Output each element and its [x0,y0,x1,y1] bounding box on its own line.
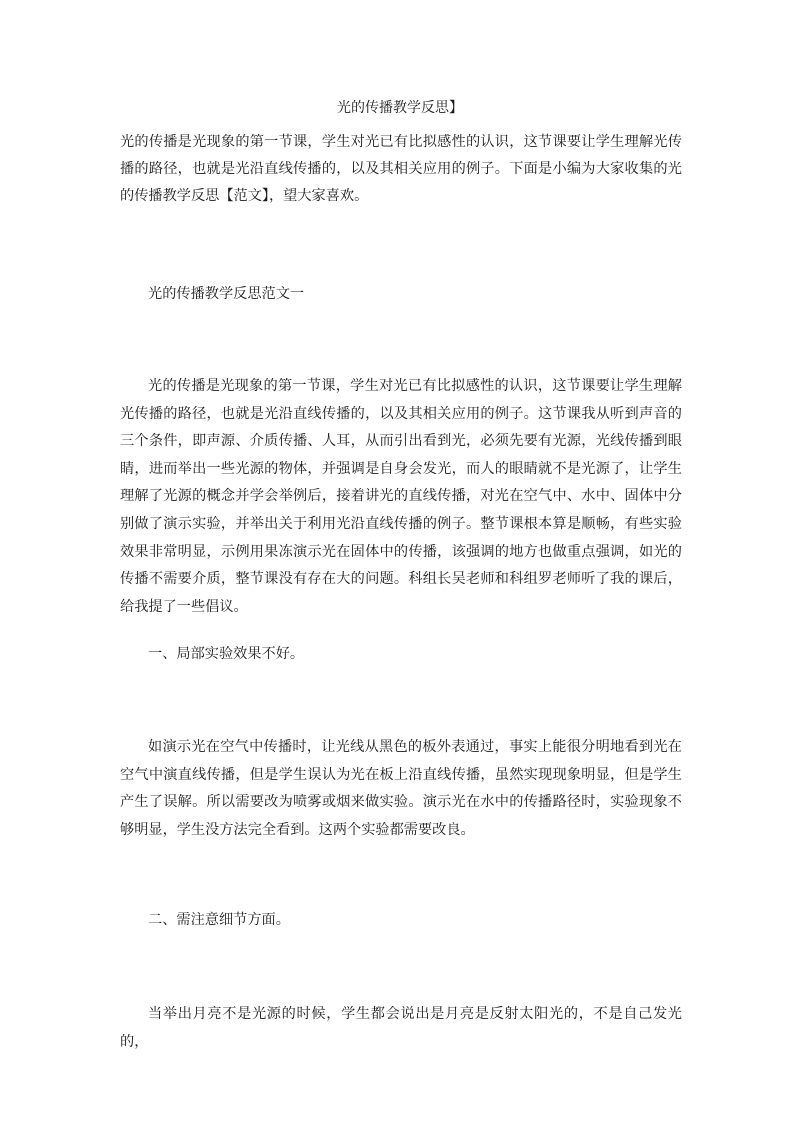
point-1-heading: 一、局部实验效果不好。 [148,646,305,662]
document-title: 光的传播教学反思】 [337,100,463,116]
body-paragraph-2: 如演示光在空气中传播时，让光线从黑色的板外表通过，事实上能很分明地看到光在空气中演直线传播，但是学生误认为光在板上沿直线传播，虽然实现现象明显，但是学生产生了误解。所以需要改为喷雾或烟来做实验。演示光在水中的传播路径时，实验现象不够明显，学生没方法完全看到。这两个实验都需要改良。 [120,739,682,838]
intro-paragraph: 光的传播是光现象的第一节课，学生对光已有比拟感性的认识，这节课要让学生理解光传播的路径，也就是光沿直线传播的，以及其相关应用的例子。下面是小编为大家收集的光的传播教学反思【范文】，望大家喜欢。 [120,134,682,204]
point-2-heading: 二、需注意细节方面。 [148,912,290,928]
body-paragraph-1: 光的传播是光现象的第一节课，学生对光已有比拟感性的认识，这节课要让学生理解光传播的路径，也就是光沿直线传播的，以及其相关应用的例子。这节课我从听到声音的三个条件，即声源、介质传播、人耳，从而引出看到光，必须先要有光源，光线传播到眼睛，进而举出一些光源的物体，并强调是自身会发光，而人的眼睛就不是光源了，让学生理解了光源的概念并学会举例后，接着讲光的直线传播，对光在空气中、水中、固体中分别做了演示实验，并举出关于利用光沿直线传播的例子。整节课根本算是顺畅，有些实验效果非常明显，示例用果冻演示光在固体中的传播，该强调的地方也做重点强调，如光的传播不需要介质，整节课没有存在大的问题。科组长吴老师和科组罗老师听了我的课后，给我提了一些倡议。 [120,378,682,615]
body-paragraph-3: 当举出月亮不是光源的时候，学生都会说出是月亮是反射太阳光的，不是自己发光的， [120,1006,682,1050]
section-title: 光的传播教学反思范文一 [148,286,305,302]
